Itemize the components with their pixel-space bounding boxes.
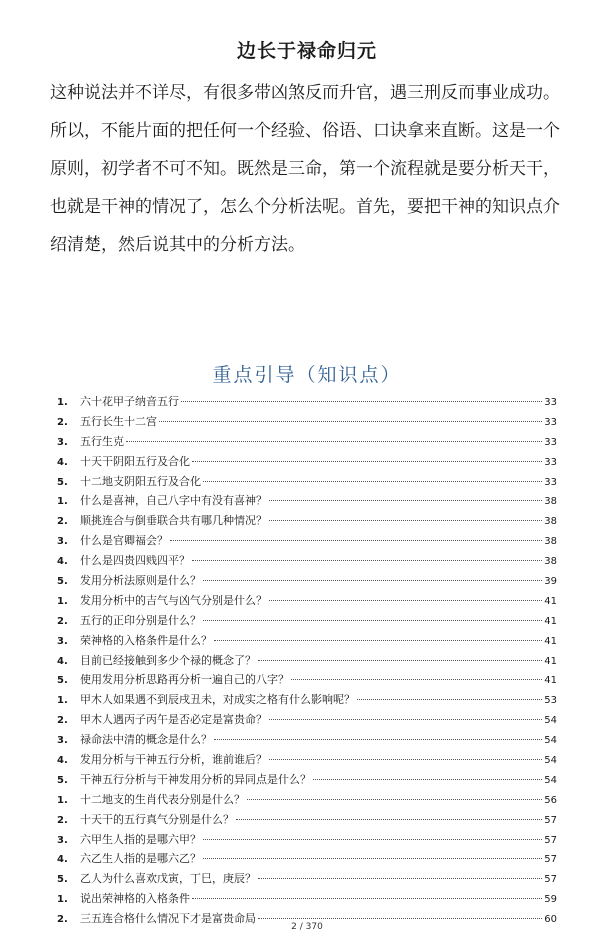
toc-entry-title: 顺挑连合与倒垂联合共有哪几种情况？ (80, 514, 267, 528)
toc-entry-number: 1. (57, 595, 68, 607)
toc-leader-dots (203, 481, 542, 482)
toc-entry-page: 41 (544, 655, 557, 667)
paragraph-line: 这种说法并不详尽，有很多带凶煞反而升官，遇三刑反而事业成功。 (50, 83, 560, 103)
toc-entry[interactable] (57, 890, 557, 910)
toc-leader-dots (313, 779, 542, 780)
toc-leader-dots (214, 640, 542, 641)
toc-entry-page: 53 (544, 695, 557, 707)
toc-entry-title: 乙人为什么喜欢戊寅，丁巳，庚辰？ (80, 872, 256, 886)
toc-entry-page: 57 (544, 874, 557, 886)
toc-leader-dots (192, 461, 542, 462)
toc-entry[interactable] (57, 413, 557, 433)
toc-leader-dots (159, 421, 542, 422)
toc-entry-title: 什么是喜神，自己八字中有没有喜神？ (80, 494, 267, 508)
toc-entry-number: 1. (57, 794, 68, 806)
toc-entry-number: 2. (57, 416, 68, 428)
toc-entry-page: 57 (544, 834, 557, 846)
paragraph-line: 所以，不能片面的把任何一个经验、俗语、口诀拿来直断。这是一个 (50, 121, 560, 141)
toc-entry-title: 什么是四贵四贱四平？ (80, 554, 190, 568)
toc-entry-title: 甲木人遇丙子丙午是否必定是富贵命？ (80, 713, 267, 727)
toc-entry-title: 十二地支的生肖代表分别是什么？ (80, 792, 245, 806)
toc-leader-dots (192, 898, 542, 899)
paragraph-line: 也就是干神的情况了，怎么个分析法呢。首先，要把干神的知识点介 (50, 197, 560, 217)
toc-entry-title: 五行的正印分别是什么？ (80, 613, 201, 627)
page-number: 2 / 370 (291, 922, 323, 932)
toc-leader-dots (258, 660, 542, 661)
toc-entry-title: 甲木人如果遇不到辰戌丑未，对成实之格有什么影响呢？ (80, 693, 355, 707)
toc-entry-title: 六十花甲子纳音五行 (80, 395, 179, 408)
toc-entry-number: 3. (57, 735, 68, 747)
toc-entry-title: 干神五行分析与干神发用分析的异同点是什么？ (80, 772, 311, 786)
toc-leader-dots (247, 799, 542, 800)
toc-entry-number: 4. (57, 556, 68, 568)
toc-entry-number: 4. (57, 655, 68, 667)
toc-leader-dots (291, 679, 542, 680)
toc-entry[interactable] (57, 870, 557, 890)
toc-entry-title: 发用分析法原则是什么？ (80, 574, 201, 588)
toc-entry-page: 54 (544, 735, 557, 747)
toc-entry-page: 38 (544, 516, 557, 528)
toc-entry-title: 十二地支阴阳五行及合化 (80, 474, 201, 488)
toc-entry-number: 2. (57, 814, 68, 826)
section-heading: 重点引导（知识点） (212, 364, 402, 386)
toc-entry-title: 什么是官卿福会？ (80, 534, 168, 548)
toc-entry-page: 57 (544, 814, 557, 826)
toc-entry-title: 荣神格的入格条件是什么？ (80, 633, 212, 647)
toc-entry-number: 3. (57, 536, 68, 548)
toc-entry-title: 禄命法中清的概念是什么？ (80, 733, 212, 747)
toc-entry-number: 5. (57, 476, 68, 488)
toc-leader-dots (269, 600, 542, 601)
toc-entry[interactable] (57, 791, 557, 811)
toc-entry-page: 41 (544, 675, 557, 687)
toc-leader-dots (170, 540, 542, 541)
toc-entry-page: 33 (544, 476, 557, 488)
toc-leader-dots (203, 839, 542, 840)
page-title: 边长于禄命归元 (236, 40, 377, 62)
toc-leader-dots (236, 819, 542, 820)
toc-entry-page: 54 (544, 755, 557, 767)
toc-entry-page: 33 (544, 397, 557, 408)
toc-entry-number: 3. (57, 834, 68, 846)
toc-entry[interactable] (57, 632, 557, 652)
toc-entry-title: 使用发用分析思路再分析一遍自己的八字？ (80, 673, 289, 687)
toc-leader-dots (269, 719, 542, 720)
toc-entry[interactable] (57, 473, 557, 493)
toc-entry-page: 33 (544, 456, 557, 468)
toc-entry-number: 2. (57, 516, 68, 528)
toc-entry[interactable] (57, 572, 557, 592)
toc-entry[interactable] (57, 671, 557, 691)
toc-entry-number: 3. (57, 635, 68, 647)
toc-entry[interactable] (57, 612, 557, 632)
toc-entry[interactable] (57, 492, 557, 512)
toc-entry-page: 54 (544, 715, 557, 727)
paragraph-line: 原则，初学者不可不知。既然是三命，第一个流程就是要分析天干， (50, 159, 560, 179)
toc-entry[interactable] (57, 512, 557, 532)
toc-leader-dots (126, 441, 542, 442)
toc-leader-dots (203, 580, 542, 581)
toc-leader-dots (269, 500, 542, 501)
toc-entry[interactable] (57, 592, 557, 612)
toc-entry-number: 4. (57, 456, 68, 468)
table-of-contents (57, 393, 557, 930)
toc-entry-number: 1. (57, 894, 68, 906)
toc-leader-dots (357, 699, 542, 700)
toc-entry-title: 目前已经接触到多少个禄的概念了？ (80, 653, 256, 667)
toc-entry[interactable] (57, 433, 557, 453)
toc-entry[interactable] (57, 552, 557, 572)
toc-entry-page: 38 (544, 556, 557, 568)
toc-entry-number: 5. (57, 675, 68, 687)
toc-entry-page: 60 (544, 914, 557, 926)
toc-entry-page: 41 (544, 635, 557, 647)
toc-entry-number: 2. (57, 715, 68, 727)
toc-entry-number: 5. (57, 874, 68, 886)
toc-entry-page: 33 (544, 416, 557, 428)
toc-leader-dots (214, 739, 542, 740)
toc-entry-number: 4. (57, 755, 68, 767)
toc-entry-page: 38 (544, 496, 557, 508)
toc-entry-number: 2. (57, 914, 68, 926)
toc-entry-page: 38 (544, 536, 557, 548)
toc-entry-page: 57 (544, 854, 557, 866)
toc-entry-number: 4. (57, 854, 68, 866)
toc-entry[interactable] (57, 691, 557, 711)
toc-entry[interactable] (57, 811, 557, 831)
toc-entry-number: 5. (57, 576, 68, 588)
toc-entry-title: 五行生克 (80, 434, 124, 448)
toc-leader-dots (269, 520, 542, 521)
toc-entry-page: 59 (544, 894, 557, 906)
toc-entry-number: 1. (57, 397, 68, 408)
toc-entry-page: 54 (544, 774, 557, 786)
toc-leader-dots (258, 878, 542, 879)
toc-entry[interactable] (57, 831, 557, 851)
toc-entry[interactable] (57, 652, 557, 672)
toc-entry-title: 说出荣神格的入格条件 (80, 892, 190, 906)
toc-entry[interactable] (57, 850, 557, 870)
toc-entry-title: 五行长生十二宫 (80, 414, 157, 428)
toc-entry[interactable] (57, 453, 557, 473)
toc-leader-dots (258, 918, 542, 919)
toc-entry-title: 六甲生人指的是哪六甲？ (80, 832, 201, 846)
toc-entry-title: 十天干阴阳五行及合化 (80, 454, 190, 468)
toc-entry[interactable] (57, 771, 557, 791)
toc-entry[interactable] (57, 393, 557, 413)
toc-leader-dots (192, 560, 542, 561)
toc-entry-title: 十天干的五行真气分别是什么？ (80, 812, 234, 826)
toc-entry[interactable] (57, 532, 557, 552)
toc-entry-number: 2. (57, 615, 68, 627)
toc-entry-number: 3. (57, 436, 68, 448)
toc-leader-dots (203, 620, 542, 621)
toc-entry-number: 1. (57, 695, 68, 707)
toc-entry[interactable] (57, 731, 557, 751)
toc-entry-title: 发用分析与干神五行分析，谁前谁后？ (80, 753, 267, 767)
toc-entry-title: 六乙生人指的是哪六乙？ (80, 852, 201, 866)
paragraph-line: 绍清楚，然后说其中的分析方法。 (50, 235, 305, 255)
toc-entry-number: 1. (57, 496, 68, 508)
toc-leader-dots (269, 759, 542, 760)
toc-entry[interactable] (57, 751, 557, 771)
toc-entry-title: 发用分析中的吉气与凶气分别是什么？ (80, 593, 267, 607)
toc-entry-number: 5. (57, 774, 68, 786)
toc-entry-page: 39 (544, 576, 557, 588)
body-paragraph (50, 74, 590, 264)
toc-entry[interactable] (57, 711, 557, 731)
toc-entry-page: 56 (544, 794, 557, 806)
toc-entry-page: 41 (544, 595, 557, 607)
toc-entry-page: 41 (544, 615, 557, 627)
toc-entry-title: 三五连合格什么情况下才是富贵命局 (80, 912, 256, 926)
toc-leader-dots (181, 401, 542, 402)
toc-leader-dots (203, 858, 542, 859)
toc-entry-page: 33 (544, 436, 557, 448)
